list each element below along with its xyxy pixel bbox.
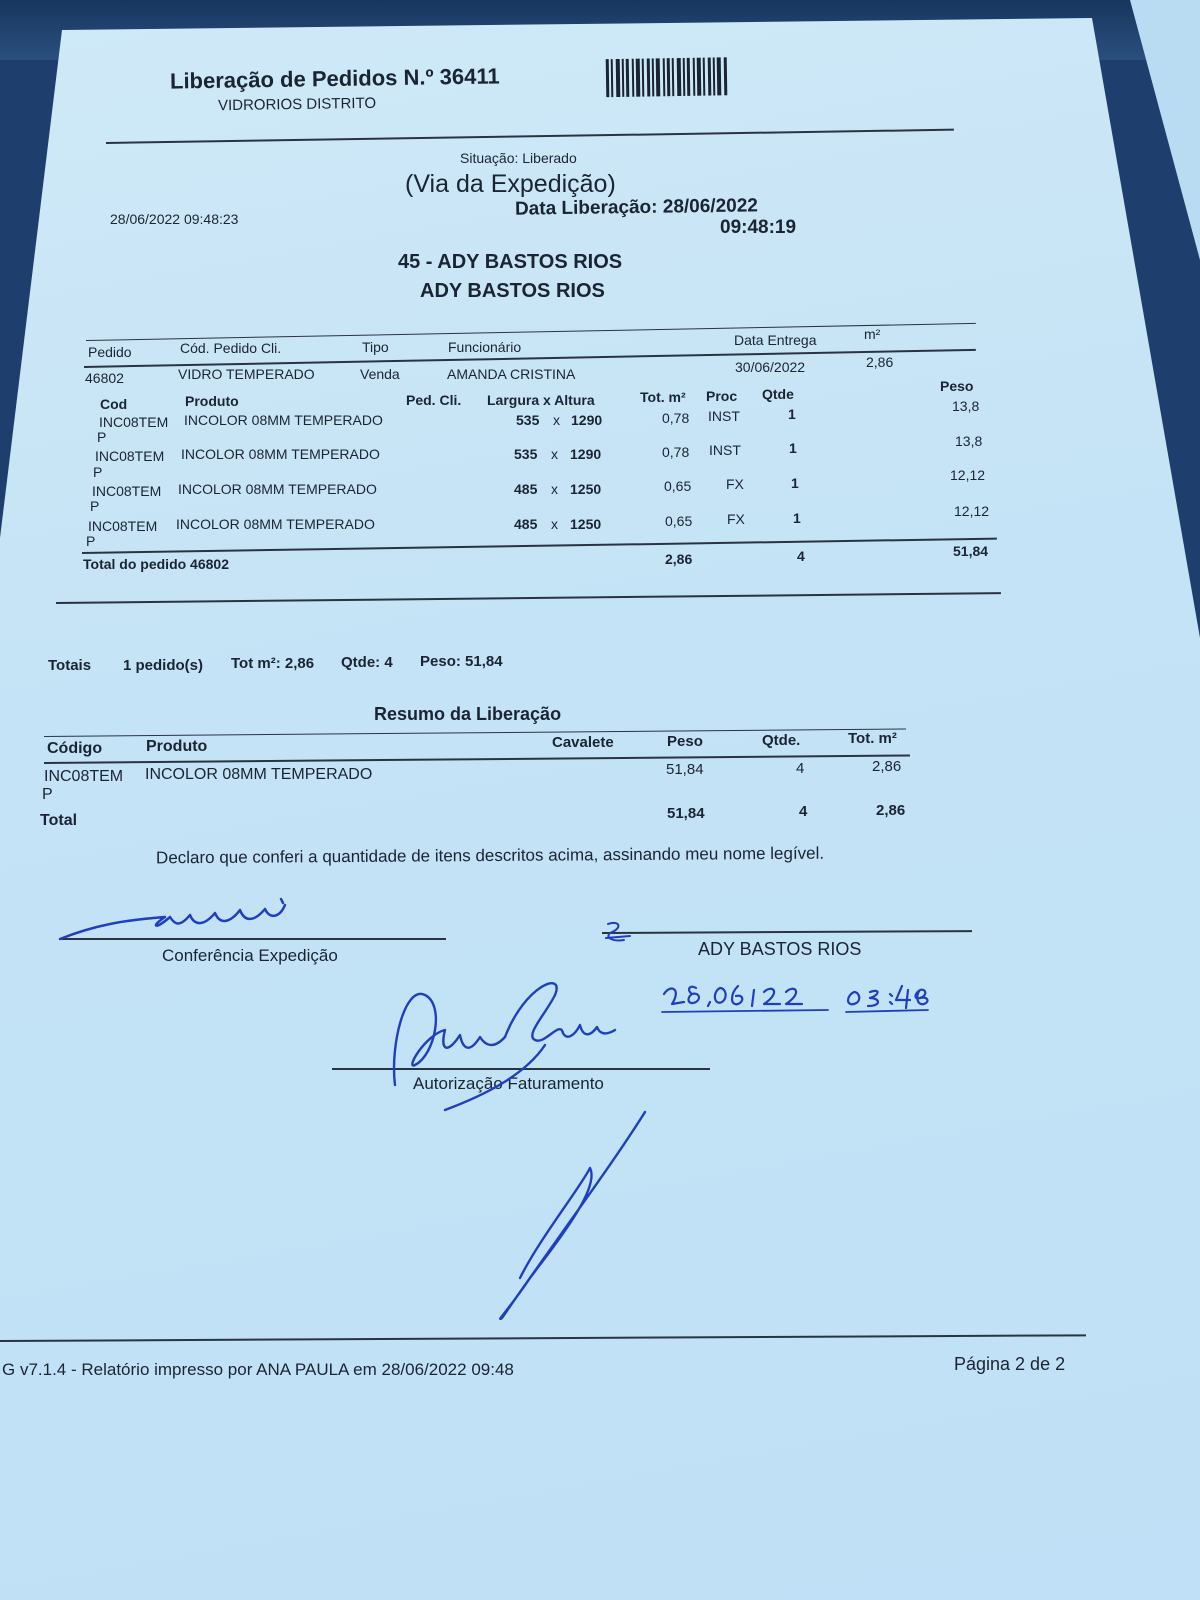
declaration-text: Declaro que conferi a quantidade de itens descritos acima, assinando meu nome legível. bbox=[155, 843, 825, 868]
item-cod: INC08TEM bbox=[88, 518, 158, 534]
status-text: Situação: Liberado bbox=[460, 150, 577, 166]
item-peso: 12,12 bbox=[954, 503, 990, 519]
item-tot-m2: 0,78 bbox=[662, 410, 690, 426]
item-qtde: 1 bbox=[788, 406, 796, 422]
value-data-entrega: 30/06/2022 bbox=[735, 359, 806, 375]
item-peso: 12,12 bbox=[950, 467, 986, 483]
items-col-peso: Peso bbox=[940, 378, 974, 394]
totals-qtde: Qtde: 4 bbox=[341, 654, 393, 671]
items-col-tot-m2: Tot. m² bbox=[640, 389, 686, 405]
item-altura: 1290 bbox=[571, 412, 603, 428]
item-peso: 13,8 bbox=[955, 433, 983, 449]
items-col-proc: Proc bbox=[706, 388, 738, 404]
printed-timestamp: 28/06/2022 09:48:23 bbox=[110, 211, 239, 227]
label-funcionario: Funcionário bbox=[448, 339, 522, 355]
order-total-label: Total do pedido 46802 bbox=[83, 556, 229, 572]
order-total-peso: 51,84 bbox=[953, 543, 989, 559]
item-largura: 485 bbox=[514, 516, 538, 532]
item-cod-suffix: P bbox=[93, 464, 103, 480]
handwritten-pen-mark bbox=[490, 1108, 650, 1328]
item-altura: 1250 bbox=[570, 481, 602, 497]
label-pedido: Pedido bbox=[88, 344, 132, 360]
item-cod: INC08TEM bbox=[95, 448, 165, 464]
resumo-col-codigo: Código bbox=[47, 740, 103, 757]
footer-page-number: Página 2 de 2 bbox=[954, 1354, 1066, 1374]
item-produto: INCOLOR 08MM TEMPERADO bbox=[176, 516, 375, 532]
item-x: x bbox=[551, 481, 558, 497]
label-m2: m² bbox=[864, 326, 881, 342]
item-peso: 13,8 bbox=[952, 398, 980, 414]
item-produto: INCOLOR 08MM TEMPERADO bbox=[178, 481, 377, 497]
items-col-cod: Cod bbox=[100, 396, 128, 412]
release-time: 09:48:19 bbox=[720, 217, 797, 238]
label-cod-pedido-cli: Cód. Pedido Cli. bbox=[180, 340, 282, 356]
totals-peso: Peso: 51,84 bbox=[420, 653, 503, 670]
item-qtde: 1 bbox=[789, 440, 797, 456]
handwritten-signature-conferencia bbox=[55, 895, 295, 945]
item-x: x bbox=[551, 446, 558, 462]
document-title: Liberação de Pedidos N.º 36411 bbox=[169, 63, 500, 94]
items-col-ped-cli: Ped. Cli. bbox=[406, 392, 462, 408]
totals-pedidos: 1 pedido(s) bbox=[123, 657, 204, 674]
value-pedido: 46802 bbox=[85, 370, 124, 386]
item-largura: 485 bbox=[514, 481, 538, 497]
item-largura: 535 bbox=[516, 412, 540, 428]
item-qtde: 1 bbox=[791, 475, 799, 491]
item-cod-suffix: P bbox=[90, 498, 100, 514]
items-col-qtde: Qtde bbox=[762, 386, 794, 402]
footer-printed-by: G v7.1.4 - Relatório impresso por ANA PAULA em 28/06/2022 09:48 bbox=[2, 1360, 514, 1379]
value-m2: 2,86 bbox=[866, 354, 894, 370]
via-title: (Via da Expedição) bbox=[405, 170, 616, 198]
resumo-col-qtde: Qtde. bbox=[762, 732, 801, 749]
item-proc: FX bbox=[726, 476, 744, 492]
client-name: ADY BASTOS RIOS bbox=[420, 280, 605, 302]
item-cod: INC08TEM bbox=[92, 483, 162, 499]
resumo-produto: INCOLOR 08MM TEMPERADO bbox=[145, 766, 373, 783]
label-data-entrega: Data Entrega bbox=[734, 332, 817, 348]
item-x: x bbox=[553, 412, 560, 428]
handwritten-date-time bbox=[658, 980, 958, 1030]
resumo-qtde: 4 bbox=[796, 760, 805, 777]
item-cod-suffix: P bbox=[97, 429, 107, 445]
value-cod-pedido-cli: VIDRO TEMPERADO bbox=[178, 366, 315, 382]
item-cod-suffix: P bbox=[86, 533, 96, 549]
autorizacao-label: Autorização Faturamento bbox=[413, 1074, 604, 1093]
resumo-total-tot-m2: 2,86 bbox=[876, 802, 906, 819]
value-funcionario: AMANDA CRISTINA bbox=[447, 366, 576, 382]
resumo-col-cavalete: Cavalete bbox=[552, 734, 614, 751]
totals-tot-m2: Tot m²: 2,86 bbox=[231, 655, 315, 672]
release-date: Data Liberação: 28/06/2022 bbox=[514, 195, 759, 220]
resumo-tot-m2: 2,86 bbox=[872, 758, 902, 775]
resumo-peso: 51,84 bbox=[666, 761, 704, 778]
client-code-name: 45 - ADY BASTOS RIOS bbox=[398, 251, 623, 273]
item-altura: 1250 bbox=[570, 516, 602, 532]
resumo-col-produto: Produto bbox=[146, 738, 208, 755]
company-name: VIDRORIOS DISTRITO bbox=[217, 94, 377, 115]
totals-label: Totais bbox=[48, 657, 92, 674]
resumo-codigo: INC08TEM bbox=[44, 768, 124, 785]
cliente-signature-label: ADY BASTOS RIOS bbox=[698, 939, 862, 959]
items-col-produto: Produto bbox=[185, 393, 239, 409]
second-sheet-edge bbox=[1130, 0, 1200, 260]
item-tot-m2: 0,65 bbox=[665, 513, 693, 529]
order-total-m2: 2,86 bbox=[665, 551, 693, 567]
items-col-largura-altura: Largura x Altura bbox=[487, 392, 595, 408]
order-total-qtde: 4 bbox=[797, 548, 805, 564]
resumo-total-peso: 51,84 bbox=[667, 805, 705, 822]
item-proc: INST bbox=[708, 408, 740, 424]
resumo-total-label: Total bbox=[40, 812, 78, 829]
resumo-title: Resumo da Liberação bbox=[374, 704, 562, 724]
item-qtde: 1 bbox=[793, 510, 801, 526]
item-proc: INST bbox=[709, 442, 741, 458]
resumo-codigo-suffix: P bbox=[42, 786, 53, 803]
item-x: x bbox=[551, 516, 558, 532]
handwritten-initial-cliente bbox=[600, 918, 640, 948]
resumo-col-tot-m2: Tot. m² bbox=[848, 730, 897, 747]
value-tipo: Venda bbox=[360, 366, 400, 382]
item-altura: 1290 bbox=[570, 446, 602, 462]
item-largura: 535 bbox=[514, 446, 538, 462]
item-tot-m2: 0,65 bbox=[664, 478, 692, 494]
barcode-image bbox=[606, 57, 757, 97]
resumo-total-qtde: 4 bbox=[799, 803, 808, 820]
item-produto: INCOLOR 08MM TEMPERADO bbox=[184, 412, 383, 428]
item-tot-m2: 0,78 bbox=[662, 444, 690, 460]
item-produto: INCOLOR 08MM TEMPERADO bbox=[181, 446, 380, 462]
resumo-col-peso: Peso bbox=[667, 733, 703, 750]
conferencia-label: Conferência Expedição bbox=[162, 946, 338, 965]
item-proc: FX bbox=[727, 511, 745, 527]
item-cod: INC08TEM bbox=[99, 414, 169, 430]
label-tipo: Tipo bbox=[362, 339, 389, 355]
